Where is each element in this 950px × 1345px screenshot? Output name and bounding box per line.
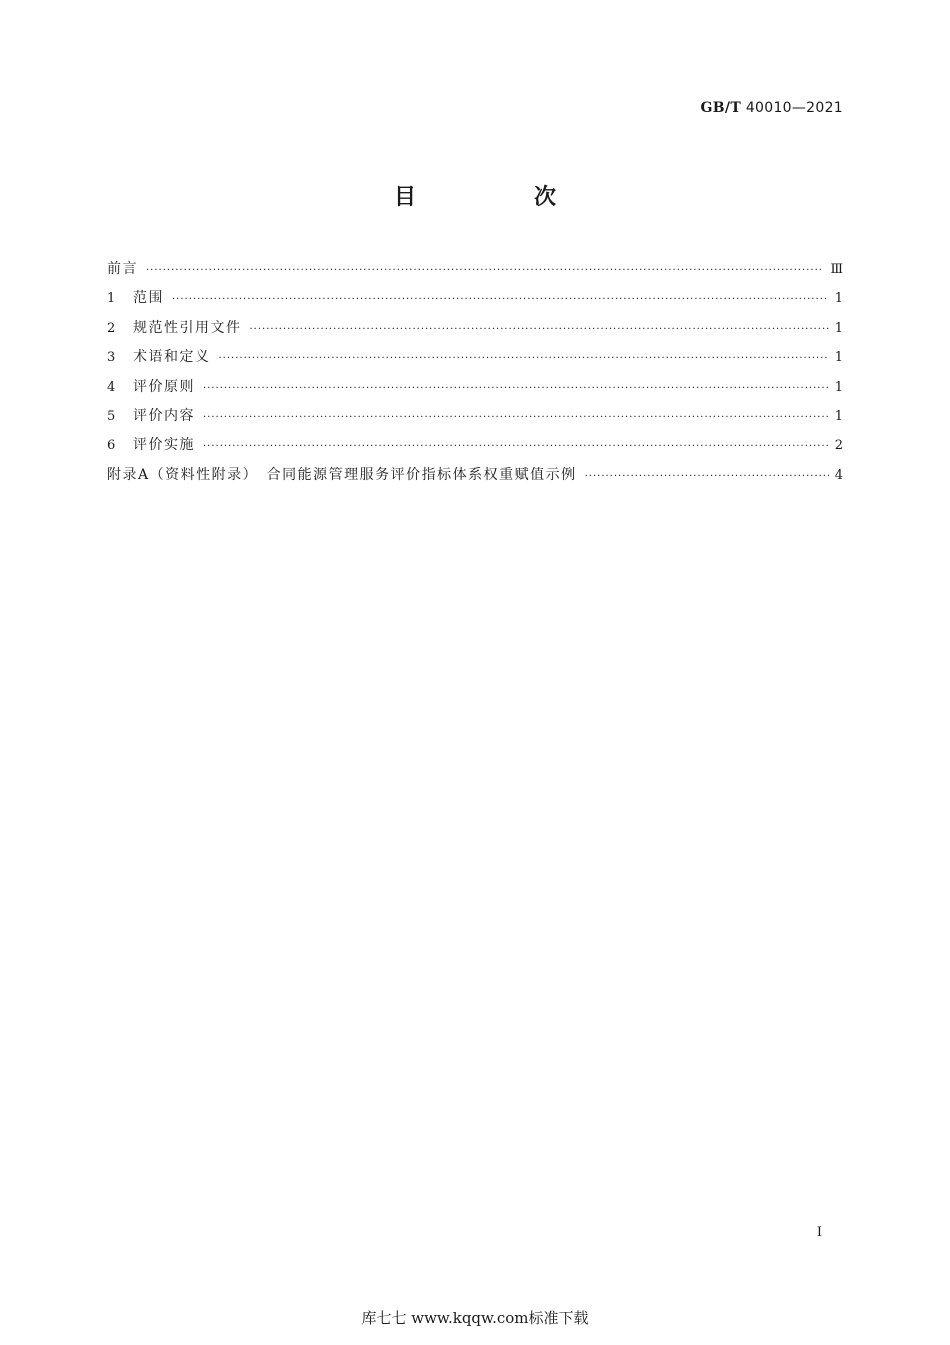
toc-entry-evaluation-principles[interactable] — [107, 376, 843, 405]
page-folio: I — [816, 1225, 822, 1240]
toc-entry-label: 评价实施 — [133, 437, 195, 454]
toc-entry-page: 1 — [834, 408, 843, 424]
toc-entry-page: 1 — [834, 291, 843, 307]
toc-entry-number: 2 — [107, 320, 116, 336]
standard-number-value: 40010—2021 — [745, 100, 843, 116]
toc-entry-annex-a[interactable] — [107, 464, 843, 493]
toc-entry-label: 前言 — [107, 261, 138, 277]
toc-entry-normative-references[interactable] — [107, 317, 843, 346]
toc-title: 目 次 — [393, 185, 604, 210]
toc-leader-dots — [146, 265, 824, 276]
toc-entry-scope[interactable] — [107, 287, 843, 316]
toc-leader-dots — [203, 441, 829, 452]
toc-entry-terms-definitions[interactable] — [107, 346, 843, 375]
toc-entry-number: 3 — [107, 350, 116, 366]
toc-leader-dots — [203, 412, 829, 423]
toc-entry-foreword[interactable] — [107, 258, 843, 287]
footer-watermark: 库七七 www.kqqw.com标准下载 — [361, 1309, 589, 1327]
toc-entry-page: 1 — [834, 350, 843, 366]
toc-entry-page: 2 — [834, 438, 843, 454]
toc-leader-dots — [585, 471, 829, 482]
table-of-contents — [107, 258, 843, 493]
toc-leader-dots — [250, 324, 829, 335]
toc-entry-label: 附录A（资料性附录） 合同能源管理服务评价指标体系权重赋值示例 — [107, 466, 577, 483]
toc-entry-page: 1 — [834, 320, 843, 336]
toc-entry-label: 评价内容 — [133, 407, 195, 424]
toc-entry-label: 规范性引用文件 — [133, 319, 242, 336]
toc-entry-label: 评价原则 — [133, 378, 195, 395]
toc-leader-dots — [172, 294, 829, 305]
toc-leader-dots — [203, 383, 829, 394]
toc-entry-label: 范围 — [133, 290, 164, 307]
toc-entry-evaluation-content[interactable] — [107, 405, 843, 434]
toc-leader-dots — [219, 353, 829, 364]
standard-number — [701, 100, 843, 116]
standard-code: GB/T — [700, 100, 742, 116]
toc-entry-number: 4 — [107, 379, 116, 395]
toc-entry-number: 5 — [107, 408, 116, 424]
toc-entry-evaluation-implementation[interactable] — [107, 434, 843, 463]
toc-entry-page: 1 — [834, 379, 843, 395]
toc-entry-label: 术语和定义 — [133, 349, 211, 366]
toc-entry-number: 1 — [107, 291, 116, 307]
toc-entry-page: 4 — [834, 467, 843, 483]
toc-entry-number: 6 — [107, 438, 116, 454]
toc-entry-page: Ⅲ — [830, 262, 843, 277]
